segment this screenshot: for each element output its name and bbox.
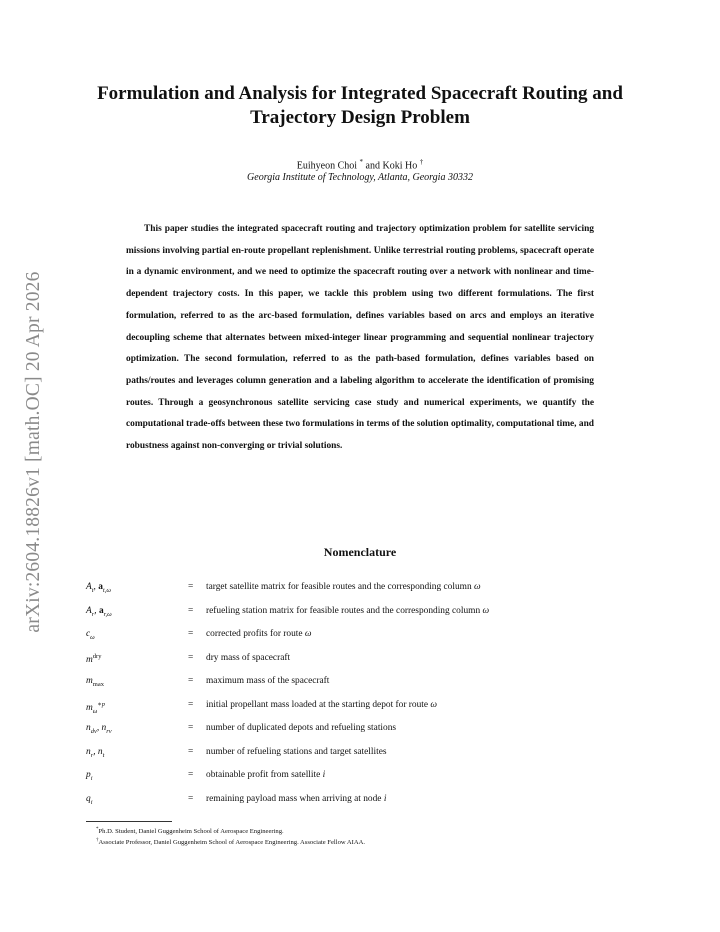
nomenclature-description: target satellite matrix for feasible routes and the corresponding column ω [206,582,481,592]
nomenclature-equals: = [188,652,194,663]
nomenclature-symbol: $m^{dry}$ [86,652,102,665]
nomenclature-description: number of refueling stations and target satellites [206,746,387,757]
nomenclature-equals: = [188,770,194,780]
title-line-2: Trajectory Design Problem [250,107,470,128]
footnotes [96,825,365,847]
title-line-1: Formulation and Analysis for Integrated Spacecraft Routing and [97,83,623,104]
nomenclature-symbol: $A_r$, $a_{r,\omega}$ [86,605,112,618]
nomenclature-equals: = [188,605,194,616]
nomenclature-row [86,606,646,630]
nomenclature-symbol: $n_{dv}$, $n_{rv}$ [86,723,112,735]
nomenclature-equals: = [188,629,194,639]
author-1: Euihyeon Choi [296,160,358,172]
nomenclature-equals: = [188,746,194,757]
nomenclature-row [86,770,646,794]
nomenclature-row [86,723,646,747]
nomenclature-heading: Nomenclature [323,545,397,559]
nomenclature-symbol: $q_i$ [86,793,93,806]
footnote-2: †Associate Professor, Daniel Guggenheim School of Aerospace Engineering. Associate Fellow AIAA. [96,838,366,847]
nomenclature-description: remaining payload mass when arriving at node i [206,793,387,804]
nomenclature-row [86,676,646,700]
nomenclature-symbol: $c_\omega$ [86,629,95,641]
author-2-footnote-mark: † [419,158,424,166]
nomenclature-symbol: $m_{max}$ [86,676,104,688]
nomenclature-description: dry mass of spacecraft [206,652,291,663]
nomenclature-row [86,653,646,677]
nomenclature-equals: = [188,793,194,804]
nomenclature-row [86,700,646,724]
nomenclature-row [86,629,646,653]
nomenclature-equals: = [188,699,194,710]
nomenclature-description: number of duplicated depots and refueling stations [206,723,397,733]
nomenclature-row [86,747,646,771]
nomenclature-equals: = [188,582,194,592]
nomenclature-symbol: $p_i$ [86,770,93,782]
arxiv-identifier-stamp: arXiv:2604.18826v1 [math.OC] 20 Apr 2026 [23,271,44,633]
author-conjunction: and [365,160,380,172]
author-1-footnote-mark: * [359,158,364,166]
affiliation: Georgia Institute of Technology, Atlanta, Georgia 30332 [247,172,473,183]
nomenclature-equals: = [188,723,194,733]
abstract: This paper studies the integrated spacecraft routing and trajectory optimization problem for satellite servicing missions involving partial en-route propellant replenishment. Unlike terrestrial routing problems, spacecraft operate in a dynamic environment, and we need to optimize the spacecraft routing over a network with nonlinear and time-dependent trajectory costs. In this paper, we tackle this problem using two different formulations. The first formulation, referred to as the arc-based formulation, defines variables based on arcs and employs an iterative decoupling scheme that alternates between mixed-integer linear programming and sequential nonlinear trajectory optimization. The second formulation, referred to as the path-based formulation, defines variables based on paths/routes and leverages column generation and a labeling algorithm to accelerate the identification of promising routes. Through a geosynchronous satellite servicing case study and numerical experiments, we quantify the computational trade-offs between these two formulations in terms of the solution optimality, computational time, and robustness against non-converging or trivial solutions. [126,224,594,452]
paper-title [60,82,660,130]
nomenclature-description: maximum mass of the spacecraft [206,676,330,686]
nomenclature-equals: = [188,676,194,686]
nomenclature-row [86,582,646,606]
nomenclature-description: initial propellant mass loaded at the starting depot for route ω [206,699,438,710]
nomenclature-symbol: $A_t$, $a_{t,\omega}$ [86,582,111,594]
author-2: Koki Ho [382,160,418,172]
footnote-1: *Ph.D. Student, Daniel Guggenheim School of Aerospace Engineering. [96,827,284,836]
nomenclature-description: corrected profits for route ω [206,629,312,639]
nomenclature-symbol: $m_\omega^{∗p}$ [86,700,106,715]
nomenclature-row [86,794,646,818]
nomenclature-description: refueling station matrix for feasible routes and the corresponding column ω [206,605,490,616]
nomenclature-list [86,582,646,817]
nomenclature-symbol: $n_r$, $n_t$ [86,746,105,759]
nomenclature-description: obtainable profit from satellite i [206,770,326,780]
footnote-divider [86,821,172,822]
author-line [60,156,660,172]
